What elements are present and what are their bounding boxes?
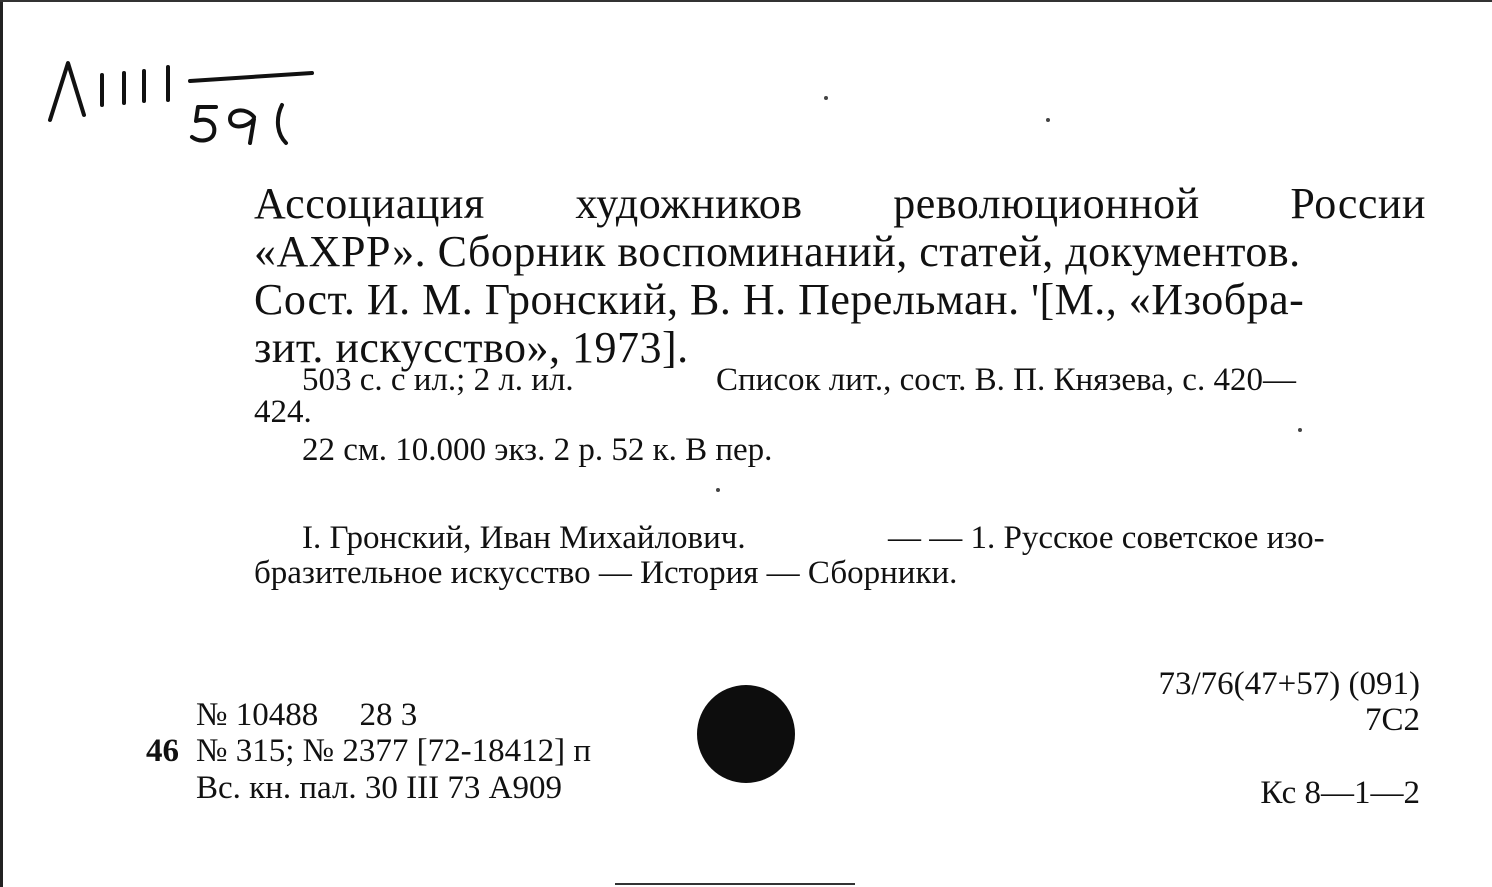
book-chamber-imprint: Вс. кн. пал. 30 III 73 А909 — [196, 770, 562, 806]
classification-index: 73/76(47+57) (091) — [1158, 666, 1420, 702]
collation-bibliography: Список лит., сост. В. П. Князева, с. 420— — [716, 362, 1296, 398]
bibliographic-title-block — [254, 180, 1426, 372]
title-line-1-word: революционной — [893, 179, 1200, 228]
card-bottom-edge — [615, 883, 855, 885]
subject-author: I. Гронский, Иван Михайлович. — [302, 520, 746, 556]
classification-code: 7С2 — [1364, 702, 1420, 738]
card-punch-hole — [697, 685, 795, 783]
collation-pages: 503 с. с ил.; 2 л. ил. — [302, 362, 574, 398]
price-code: Кс 8—1—2 — [1260, 775, 1420, 811]
collation-size-price: 22 см. 10.000 экз. 2 р. 52 к. В пер. — [302, 432, 773, 468]
card-series-number: 46 — [146, 733, 179, 769]
card-left-edge — [0, 0, 3, 887]
title-line-1-word: художников — [575, 179, 803, 228]
collation-page-end: 424. — [254, 394, 312, 430]
title-line-1-word: России — [1290, 179, 1426, 228]
subject-heading-continued: бразительное искусство — История — Сборники. — [254, 555, 958, 591]
speck-3 — [1298, 428, 1302, 432]
title-line-3: Сост. И. М. Гронский, В. Н. Перельман. '[М., «Изобра- — [254, 275, 1305, 324]
title-line-2: «АХРР». Сборник воспоминаний, статей, документов. — [254, 227, 1301, 276]
handwritten-shelfmark — [40, 45, 340, 165]
handwritten-shelfmark-drawing — [40, 45, 340, 165]
title-line-4: зит. искусство», 1973]. — [254, 323, 689, 372]
speck-4 — [716, 488, 720, 492]
speck-1 — [824, 96, 828, 100]
speck-2 — [1046, 118, 1050, 122]
title-line-1-word: Ассоциация — [254, 179, 485, 228]
card-top-edge — [0, 0, 1492, 2]
title-line-1-text — [254, 180, 1426, 228]
subject-heading: — — 1. Русское советское изо- — [888, 520, 1325, 556]
card-number: № 10488 28 3 — [196, 697, 418, 733]
card-registration: № 315; № 2377 [72-18412] п — [196, 733, 592, 769]
title-line-1 — [254, 180, 1426, 228]
